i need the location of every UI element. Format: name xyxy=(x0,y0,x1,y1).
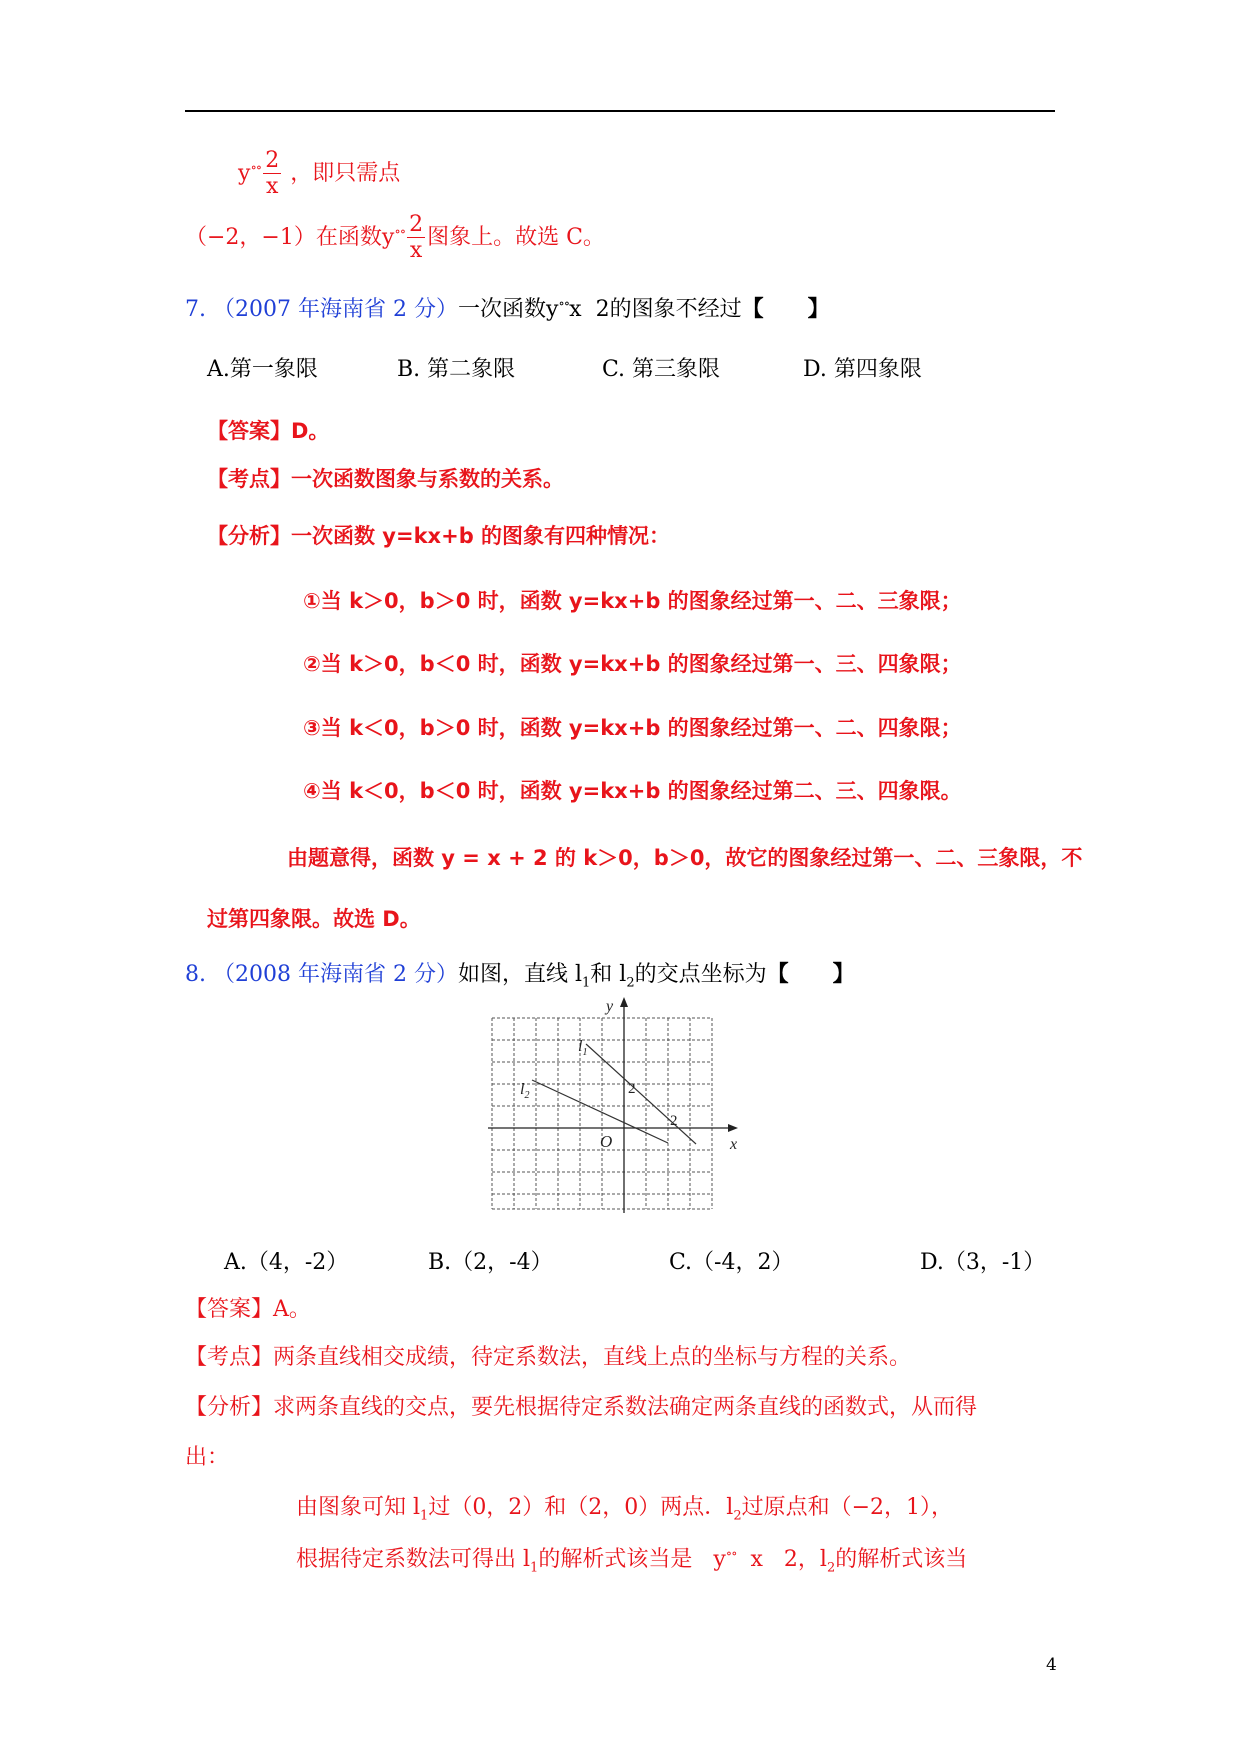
q7-kaodian: 【考点】一次函数图象与系数的关系。 xyxy=(207,467,564,491)
q7-case-3: ③当 k＜0，b＞0 时，函数 y=kx+b 的图象经过第一、二、四象限； xyxy=(303,716,962,740)
prev-line-1: y∘∘ $\frac{2}{x}$ ，即只需点 xyxy=(238,148,401,199)
q7-option-b: B. 第二象限 xyxy=(397,357,516,382)
q7-stem: 7. （2007 年海南省 2 分）一次函数y∘∘x 2的图象不经过【 】 xyxy=(185,296,830,322)
header-rule xyxy=(185,110,1055,112)
q7-answer: 【答案】D。 xyxy=(207,419,330,443)
q8-line-b: 根据待定系数法可得出 $l_1$的解析式该当是 y∘∘ x 2，$l_2$的解析式该当 xyxy=(296,1546,968,1576)
x-tick-label: 2 xyxy=(670,1113,678,1129)
x-axis-label: x xyxy=(730,1136,738,1153)
q7-option-d: D. 第四象限 xyxy=(803,357,922,382)
q7-option-c: C. 第三象限 xyxy=(602,357,721,382)
q7-conclusion-2: 过第四象限。故选 D。 xyxy=(207,907,421,931)
prev-line-2: （−2，−1）在函数y∘∘ $\frac{2}{x}$ 图象上。故选 C。 xyxy=(185,212,605,263)
q8-option-d: D.（3，-1） xyxy=(920,1250,1046,1275)
q8-answer: 【答案】A。 xyxy=(185,1297,311,1322)
q8-graph xyxy=(480,995,750,1220)
q7-conclusion-1: 由题意得，函数 y = x + 2 的 k＞0，b＞0，故它的图象经过第一、二、三象限，不 xyxy=(287,846,1083,870)
grid xyxy=(492,1018,712,1209)
q8-fenxi-2: 出： xyxy=(185,1445,230,1470)
q8-line-a: 由图象可知 $l_1$过（0，2）和（2，0）两点．$l_2$过原点和（−2，1）， xyxy=(296,1495,954,1524)
x-axis-arrow xyxy=(728,1124,738,1132)
l2-label: $l_2$ xyxy=(520,1081,530,1101)
q7-case-2: ②当 k＞0，b＜0 时，函数 y=kx+b 的图象经过第一、三、四象限； xyxy=(303,652,962,676)
q7-option-a: A.第一象限 xyxy=(207,357,318,382)
q7-case-1: ①当 k＞0，b＞0 时，函数 y=kx+b 的图象经过第一、二、三象限； xyxy=(303,589,962,613)
q8-kaodian: 【考点】两条直线相交成绩，待定系数法，直线上点的坐标与方程的关系。 xyxy=(185,1345,912,1370)
q7-case-4: ④当 k＜0，b＜0 时，函数 y=kx+b 的图象经过第二、三、四象限。 xyxy=(303,779,962,803)
y-tick-label: 2 xyxy=(628,1081,636,1097)
q8-stem: 8. （2008 年海南省 2 分）如图，直线 $l_1$和 $l_2$的交点坐标为【 】 xyxy=(185,962,855,991)
y-axis-arrow xyxy=(620,997,628,1007)
q8-option-c: C.（-4，2） xyxy=(669,1250,794,1275)
origin-label: O xyxy=(600,1132,613,1151)
q8-option-b: B.（2，-4） xyxy=(428,1250,553,1275)
q8-option-a: A.（4，-2） xyxy=(224,1250,349,1275)
page-number: 4 xyxy=(1046,1655,1057,1675)
q7-fenxi: 【分析】一次函数 y=kx+b 的图象有四种情况： xyxy=(207,524,671,548)
l1-label: $l_1$ xyxy=(578,1038,588,1058)
y-axis-label: y xyxy=(606,998,614,1015)
q8-fenxi-1: 【分析】求两条直线的交点，要先根据待定系数法确定两条直线的函数式，从而得 xyxy=(185,1395,978,1420)
